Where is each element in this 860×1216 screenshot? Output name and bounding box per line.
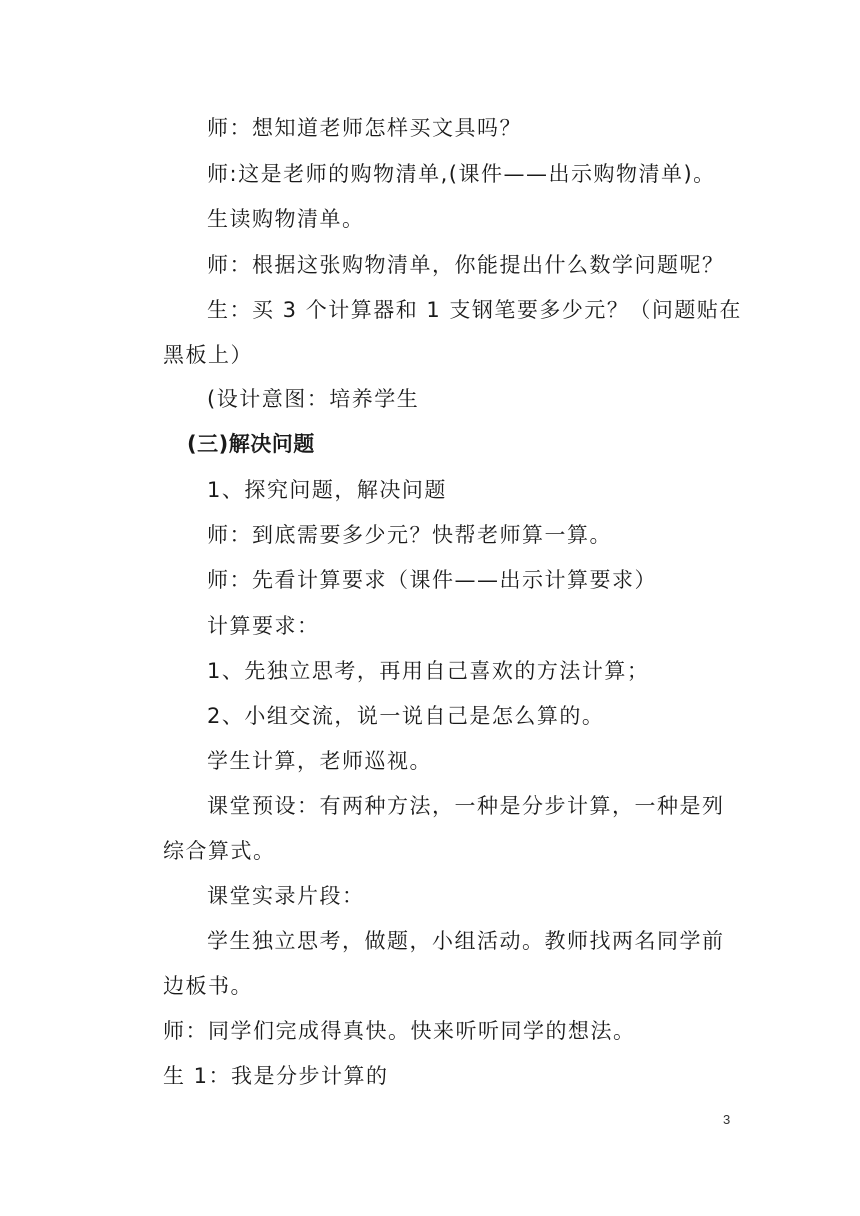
text-line: 师：先看计算要求（课件——出示计算要求）	[207, 568, 657, 592]
text-line: 生读购物清单。	[207, 207, 365, 231]
text-line: 边板书。	[163, 974, 253, 998]
text-line: 黑板上）	[163, 343, 253, 367]
text-line: 师：到底需要多少元？快帮老师算一算。	[207, 523, 612, 547]
subsection-heading: 1、探究问题，解决问题	[207, 478, 447, 502]
text-line: 综合算式。	[163, 839, 276, 863]
text-line: 生 1：我是分步计算的	[163, 1064, 389, 1088]
text-line: 课堂预设：有两种方法，一种是分步计算，一种是列	[207, 794, 725, 818]
page-number: 3	[723, 1112, 731, 1127]
text-line: 2、小组交流，说一说自己是怎么算的。	[207, 704, 605, 728]
text-line: 课堂实录片段：	[207, 884, 365, 908]
section-heading: (三)解决问题	[187, 432, 315, 456]
text-line: 生：买 3 个计算器和 1 支钢笔要多少元？（问题贴在	[207, 298, 742, 322]
text-line: 1、先独立思考，再用自己喜欢的方法计算；	[207, 659, 650, 683]
text-line: 计算要求：	[207, 614, 320, 638]
text-line: (设计意图：培养学生	[207, 387, 420, 411]
text-line: 师：同学们完成得真快。快来听听同学的想法。	[163, 1019, 636, 1043]
text-line: 学生计算，老师巡视。	[207, 749, 432, 773]
text-line: 学生独立思考，做题，小组活动。教师找两名同学前	[207, 929, 725, 953]
text-line: 师：根据这张购物清单，你能提出什么数学问题呢？	[207, 253, 725, 277]
text-line: 师：想知道老师怎样买文具吗？	[207, 116, 522, 140]
text-line: 师:这是老师的购物清单,(课件——出示购物清单)。	[207, 162, 716, 186]
